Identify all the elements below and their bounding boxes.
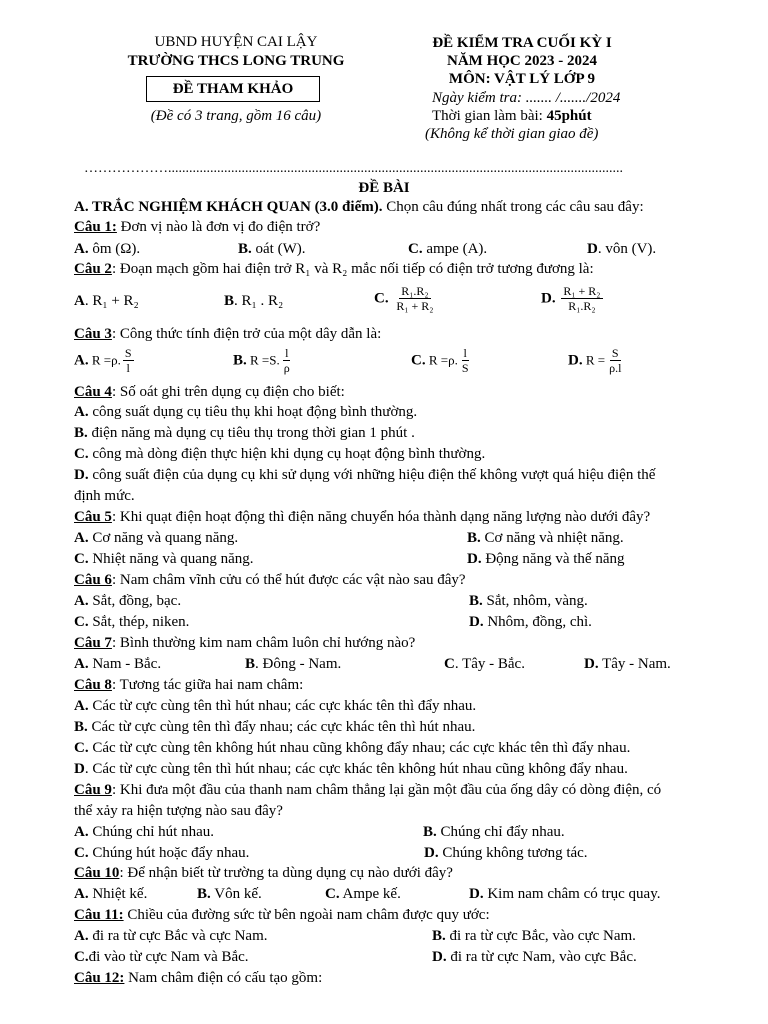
q2-option-c: C. $\frac{\text{R₁.R₂}}{\text{R₁ + R₂}}$ (374, 284, 434, 314)
q2-c-fraction: $\frac{\text{R₁.R₂}}{\text{R₁ + R₂}}$ (396, 284, 434, 314)
q10-option-b: B. Vôn kế. (197, 886, 262, 902)
q8-option-a: A. Các từ cực cùng tên thì hút nhau; các cực khác tên thì đẩy nhau. (74, 698, 477, 714)
q1-label: Câu 1: (74, 219, 117, 235)
q8-option-d: D. Các từ cực cùng tên thì hút nhau; các cực khác tên không hút nhau cũng không đẩy nhau. (74, 761, 628, 777)
pages-note: (Đề có 3 trang, gồm 16 câu) (150, 108, 322, 124)
time-note: (Không kể thời gian giao đề) (425, 126, 599, 142)
section-title: ĐỀ BÀI (358, 180, 410, 196)
q12-text: Nam châm điện có cấu tạo gồm: (124, 970, 323, 986)
section-a-instruction: Chọn câu đúng nhất trong các câu sau đây: (382, 199, 644, 215)
q6-label: Câu 6 (74, 572, 112, 588)
question-6 (74, 572, 466, 589)
q11-label: Câu 11: (74, 907, 124, 923)
q3-d-fraction: $\frac{S}{\rho.l}$ (609, 346, 622, 376)
q2-option-b: B. R₁ . R₂ (224, 293, 284, 309)
question-3 (74, 326, 381, 343)
q2-option-a: A. R₁ + R₂ (74, 293, 139, 309)
q7-option-d: D. Tây - Nam. (584, 656, 671, 672)
exam-title: ĐỀ KIỂM TRA CUỐI KỲ I (432, 35, 612, 51)
q6-option-d: D. Nhôm, đồng, chì. (469, 614, 592, 630)
q5-option-b: B. Cơ năng và nhiệt năng. (467, 530, 624, 546)
q5-option-a: A. Cơ năng và quang năng. (74, 530, 239, 546)
q1-option-b: B. oát (W). (238, 241, 306, 257)
question-12 (74, 970, 322, 987)
question-1 (74, 219, 320, 236)
q6-option-b: B. Sắt, nhôm, vàng. (469, 593, 588, 609)
q6-option-c: C. Sắt, thép, niken. (74, 614, 190, 630)
time-value: 45phút (546, 108, 592, 124)
q3-c-fraction: $\frac{l}{S}$ (461, 346, 469, 376)
school-name: TRƯỜNG THCS LONG TRUNG (127, 53, 345, 69)
q10-option-d: D. Kim nam châm có trục quay. (469, 886, 661, 902)
q1-option-d: D. vôn (V). (587, 241, 657, 257)
q6-text: : Nam châm vĩnh cửu có thể hút được các vật nào sau đây? (111, 572, 466, 588)
school-year: NĂM HỌC 2023 - 2024 (447, 53, 597, 69)
q8-label: Câu 8 (74, 677, 112, 693)
q7-option-a: A. Nam - Bắc. (74, 656, 162, 672)
q1-text: Đơn vị nào là đơn vị đo điện trở? (116, 219, 321, 235)
q10-option-a: A. Nhiệt kế. (74, 886, 148, 902)
q4-option-b: B. điện năng mà dụng cụ tiêu thụ trong thời gian 1 phút . (74, 425, 415, 441)
q3-option-b: B. R =S. $\frac{l}{\rho}$ (233, 346, 290, 376)
q4-label: Câu 4 (74, 384, 112, 400)
question-11 (74, 907, 490, 924)
question-7 (74, 635, 415, 652)
q12-label: Câu 12: (74, 970, 125, 986)
q7-option-c: C. Tây - Bắc. (444, 656, 525, 672)
q2-d-fraction: $\frac{\text{R₁ + R₂}}{\text{R₁.R₂}}$ (563, 284, 601, 314)
q2-label: Câu 2 (74, 261, 112, 277)
q4-option-d: D. công suất điện của dụng cụ khi sử dụng với những hiệu điện thế không vượt quá hiệu điện thế (74, 467, 656, 483)
q3-text: : Công thức tính điện trở của một dây dẫn là: (111, 326, 382, 342)
question-10 (74, 865, 453, 882)
q9-option-a: A. Chúng chỉ hút nhau. (74, 824, 214, 840)
q10-text: : Để nhận biết từ trường ta dùng dụng cụ nào dưới đây? (119, 865, 453, 881)
q8-option-b: B. Các từ cực cùng tên thì đẩy nhau; các cực khác tên thì hút nhau. (74, 719, 476, 735)
reference-box (146, 76, 320, 102)
q2-text: : Đoạn mạch gồm hai điện trở R₁ và R₂ mắc nối tiếp có điện trở tương đương là: (111, 261, 594, 277)
q9-option-b: B. Chúng chỉ đẩy nhau. (423, 824, 565, 840)
reference-label: ĐỀ THAM KHẢO (172, 81, 294, 97)
q3-option-a: A. R =ρ. $\frac{S}{l}$ (74, 346, 132, 376)
q4-text: : Số oát ghi trên dụng cụ điện cho biết: (111, 384, 345, 400)
q7-label: Câu 7 (74, 635, 112, 651)
q11-option-d: D. đi ra từ cực Nam, vào cực Bắc. (432, 949, 637, 965)
q5-text: : Khi quạt điện hoạt động thì điện năng chuyển hóa thành dạng năng lượng nào dưới đây? (111, 509, 651, 525)
dept-name: UBND HUYỆN CAI LẬY (154, 34, 318, 50)
q7-option-b: B. Đông - Nam. (245, 656, 342, 672)
q3-b-fraction: $\frac{l}{\rho}$ (283, 346, 290, 376)
q6-option-a: A. Sắt, đồng, bạc. (74, 593, 182, 609)
q5-label: Câu 5 (74, 509, 112, 525)
q9-label: Câu 9 (74, 782, 112, 798)
q3-option-d: D. R = $\frac{S}{\rho.l}$ (568, 346, 622, 376)
exam-date: Ngày kiểm tra: ....... /......./2024 (432, 90, 621, 106)
time-label: Thời gian làm bài: (432, 108, 547, 124)
q8-text: : Tương tác giữa hai nam châm: (111, 677, 304, 693)
q9-text-cont: thể xảy ra hiện tượng nào sau đây? (74, 803, 283, 819)
section-a-heading: A. TRẮC NGHIỆM KHÁCH QUAN (3.0 điểm). (74, 199, 383, 215)
question-8 (74, 677, 303, 694)
divider: ……………….................................................................................................................................. (84, 161, 623, 176)
q7-text: : Bình thường kim nam châm luôn chỉ hướng nào? (111, 635, 416, 651)
q11-option-a: A. đi ra từ cực Bắc và cực Nam. (74, 928, 268, 944)
subject: MÔN: VẬT LÝ LỚP 9 (448, 71, 596, 87)
question-9 (74, 782, 661, 799)
q1-option-c: C. ampe (A). (408, 241, 488, 257)
q4-option-a: A. công suất dụng cụ tiêu thụ khi hoạt động bình thường. (74, 404, 418, 420)
q11-text: Chiều của đường sức từ bên ngoài nam châm được quy ước: (123, 907, 490, 923)
q4-option-d-cont: định mức. (74, 488, 135, 504)
q9-option-d: D. Chúng không tương tác. (424, 845, 588, 861)
q1-option-a: A. ôm (Ω). (74, 241, 141, 257)
section-a (74, 199, 644, 216)
question-5 (74, 509, 650, 526)
q3-option-c: C. R =ρ. $\frac{l}{S}$ (411, 346, 469, 376)
q3-label: Câu 3 (74, 326, 112, 342)
question-4 (74, 384, 345, 401)
q2-option-d: D. $\frac{\text{R₁ + R₂}}{\text{R₁.R₂}}$ (541, 284, 601, 314)
q9-text: : Khi đưa một đầu của thanh nam châm thẳng lại gần một đầu của ống dây có dòng điện, có (111, 782, 662, 798)
q9-option-c: C. Chúng hút hoặc đẩy nhau. (74, 845, 250, 861)
q8-option-c: C. Các từ cực cùng tên không hút nhau cũng không đẩy nhau; các cực khác tên thì đẩy nhau. (74, 740, 631, 756)
q11-option-b: B. đi ra từ cực Bắc, vào cực Nam. (432, 928, 636, 944)
q10-option-c: C. Ampe kế. (325, 886, 401, 902)
question-2 (74, 261, 594, 278)
q5-option-d: D. Động năng và thế năng (467, 551, 625, 567)
q4-option-c: C. công mà dòng điện thực hiện khi dụng cụ hoạt động bình thường. (74, 446, 486, 462)
q10-label: Câu 10 (74, 865, 120, 881)
q5-option-c: C. Nhiệt năng và quang năng. (74, 551, 254, 567)
time-limit (432, 108, 592, 125)
q3-a-fraction: $\frac{S}{l}$ (124, 346, 132, 376)
q11-option-c: C.đi vào từ cực Nam và Bắc. (74, 949, 249, 965)
